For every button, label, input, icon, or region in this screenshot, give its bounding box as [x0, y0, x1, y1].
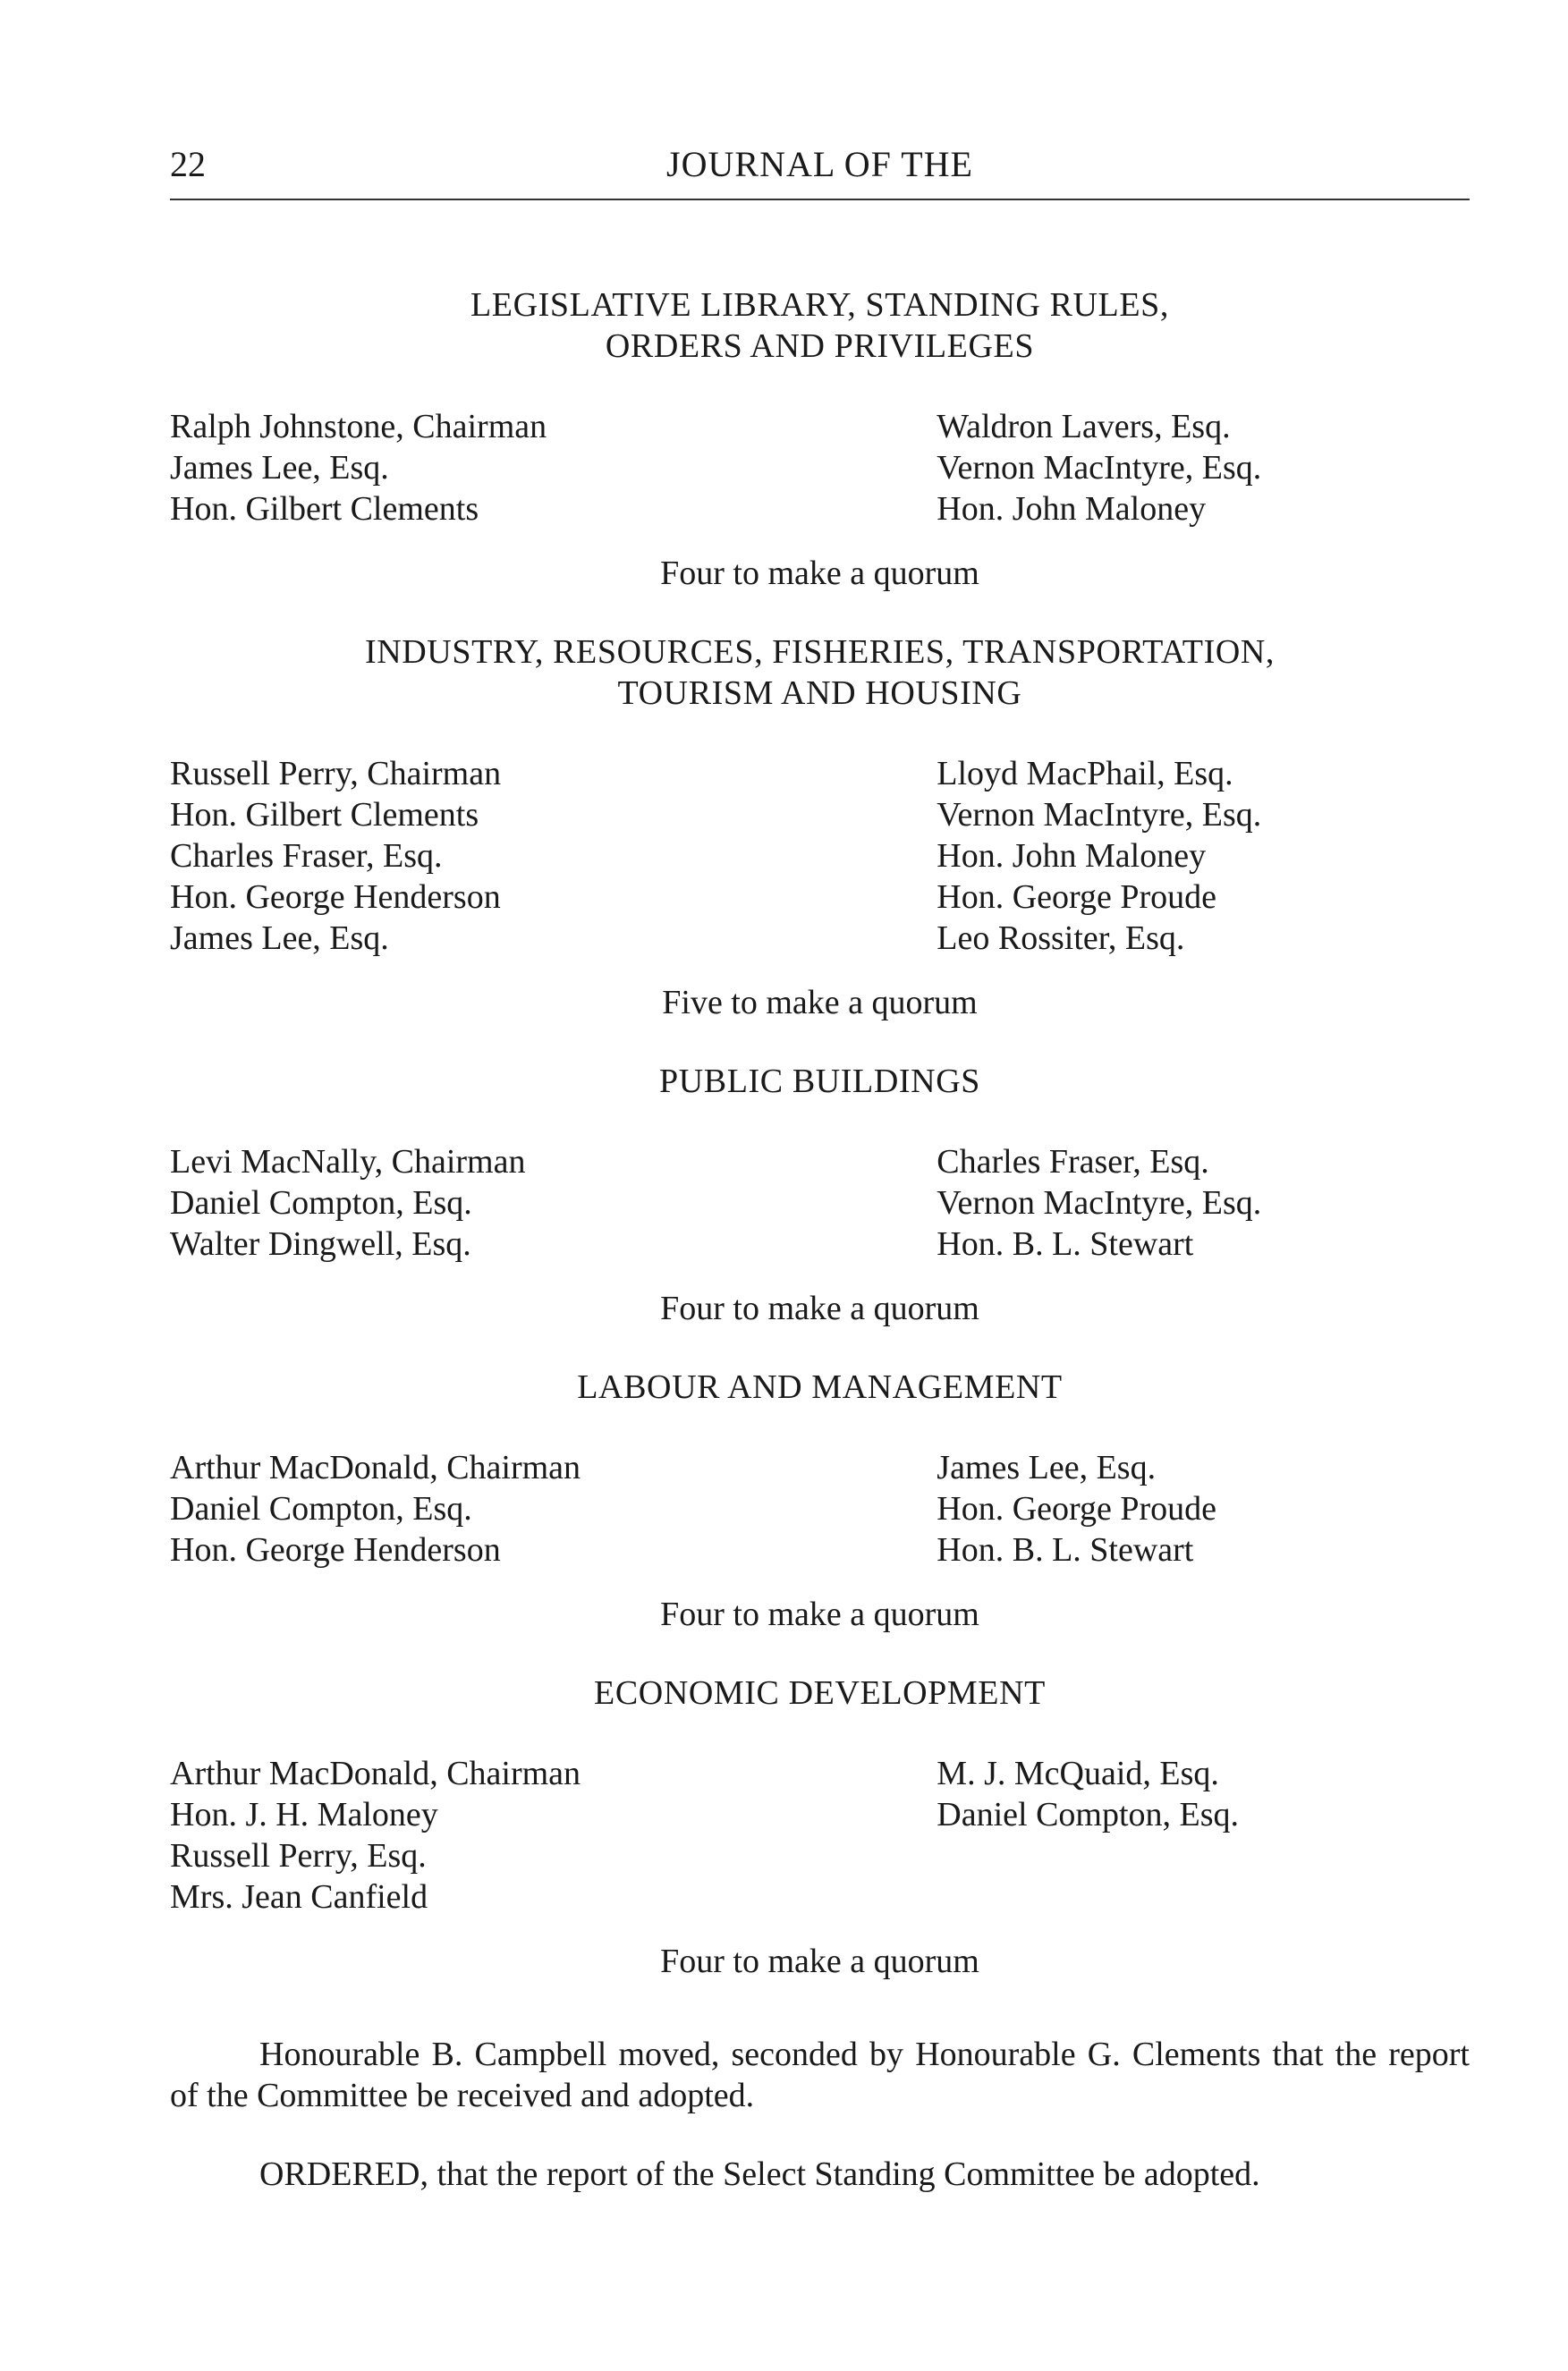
committee-title-line: INDUSTRY, RESOURCES, FISHERIES, TRANSPORTATION,: [364, 633, 1276, 671]
members-left-column: [170, 753, 885, 959]
committee-title: [170, 284, 1470, 367]
page-content: [170, 284, 1470, 2195]
committee-members: [170, 1447, 1470, 1571]
member-name: Lloyd MacPhail, Esq.: [937, 755, 1233, 792]
committee-title: [170, 1367, 1470, 1408]
quorum-note: Four to make a quorum: [660, 1596, 979, 1633]
committee-title-line: ORDERS AND PRIVILEGES: [605, 327, 1035, 365]
member-name: Russell Perry, Chairman: [170, 755, 502, 792]
member-name: Leo Rossiter, Esq.: [937, 919, 1185, 957]
committee-title-line: PUBLIC BUILDINGS: [658, 1063, 980, 1100]
committee-members: [170, 1141, 1470, 1265]
committee-section: [170, 631, 1470, 1023]
members-left-column: [170, 1447, 885, 1571]
committee-section: [170, 1672, 1470, 1982]
member-name: Hon. George Proude: [937, 1490, 1217, 1528]
member-name: Hon. Gilbert Clements: [170, 796, 479, 834]
members-right-column: [929, 406, 1470, 529]
member-name: Levi MacNally, Chairman: [170, 1143, 526, 1181]
member-name: James Lee, Esq.: [937, 1449, 1157, 1486]
page-number: 22: [170, 144, 206, 184]
committee-section: [170, 1367, 1470, 1635]
members-left-column: [170, 1753, 885, 1918]
member-name: Hon. B. L. Stewart: [937, 1225, 1194, 1263]
committee-title: [170, 1672, 1470, 1714]
member-name: Hon. George Henderson: [170, 878, 501, 916]
committee-section: [170, 284, 1470, 594]
committee-title: [170, 1061, 1470, 1102]
member-name: Daniel Compton, Esq.: [170, 1184, 472, 1222]
committee-section: [170, 1061, 1470, 1329]
member-name: Charles Fraser, Esq.: [170, 837, 443, 875]
members-right-column: [929, 1141, 1470, 1265]
committee-title-line: ECONOMIC DEVELOPMENT: [594, 1674, 1046, 1712]
quorum-note: Four to make a quorum: [660, 555, 979, 592]
members-left-column: [170, 1141, 885, 1265]
committee-members: [170, 753, 1470, 959]
members-left-column: [170, 406, 885, 529]
member-name: Hon. John Maloney: [937, 490, 1207, 528]
page-header: [170, 143, 1470, 190]
quorum-note: Four to make a quorum: [660, 1943, 979, 1980]
member-name: Hon. George Henderson: [170, 1531, 501, 1569]
member-name: Arthur MacDonald, Chairman: [170, 1449, 581, 1486]
member-name: James Lee, Esq.: [170, 919, 389, 957]
committee-members: [170, 1753, 1470, 1918]
member-name: Russell Perry, Esq.: [170, 1837, 427, 1875]
header-rule: [170, 199, 1470, 200]
members-right-column: [929, 1447, 1470, 1571]
member-name: Hon. George Proude: [937, 878, 1217, 916]
member-name: Walter Dingwell, Esq.: [170, 1225, 471, 1263]
member-name: Vernon MacIntyre, Esq.: [937, 449, 1262, 487]
motion-paragraph: Honourable B. Campbell moved, seconded by Honourable G. Clements that the report of the Committee be received and adopted.: [170, 2036, 1470, 2114]
committee-title-line: TOURISM AND HOUSING: [617, 674, 1022, 712]
member-name: M. J. McQuaid, Esq.: [937, 1755, 1219, 1792]
member-name: James Lee, Esq.: [170, 449, 389, 487]
member-name: Arthur MacDonald, Chairman: [170, 1755, 581, 1792]
member-name: Hon. B. L. Stewart: [937, 1531, 1194, 1569]
ordered-paragraph: ORDERED, that the report of the Select Standing Committee be adopted.: [259, 2155, 1260, 2193]
members-right-column: [929, 753, 1470, 959]
member-name: Charles Fraser, Esq.: [937, 1143, 1209, 1181]
member-name: Ralph Johnstone, Chairman: [170, 408, 547, 445]
committee-list: [170, 284, 1470, 1982]
committee-title-line: LEGISLATIVE LIBRARY, STANDING RULES,: [470, 286, 1170, 324]
running-head: JOURNAL OF THE: [666, 144, 973, 184]
member-name: Mrs. Jean Canfield: [170, 1878, 428, 1916]
quorum-note: Four to make a quorum: [660, 1290, 979, 1327]
member-name: Hon. Gilbert Clements: [170, 490, 479, 528]
member-name: Daniel Compton, Esq.: [170, 1490, 472, 1528]
member-name: Hon. J. H. Maloney: [170, 1796, 438, 1833]
member-name: Waldron Lavers, Esq.: [937, 408, 1231, 445]
member-name: Daniel Compton, Esq.: [937, 1796, 1240, 1833]
committee-title: [170, 631, 1470, 714]
committee-title-line: LABOUR AND MANAGEMENT: [577, 1368, 1063, 1406]
member-name: Hon. John Maloney: [937, 837, 1207, 875]
quorum-note: Five to make a quorum: [662, 984, 978, 1021]
member-name: Vernon MacIntyre, Esq.: [937, 1184, 1262, 1222]
committee-members: [170, 406, 1470, 529]
member-name: Vernon MacIntyre, Esq.: [937, 796, 1262, 834]
members-right-column: [929, 1753, 1470, 1918]
